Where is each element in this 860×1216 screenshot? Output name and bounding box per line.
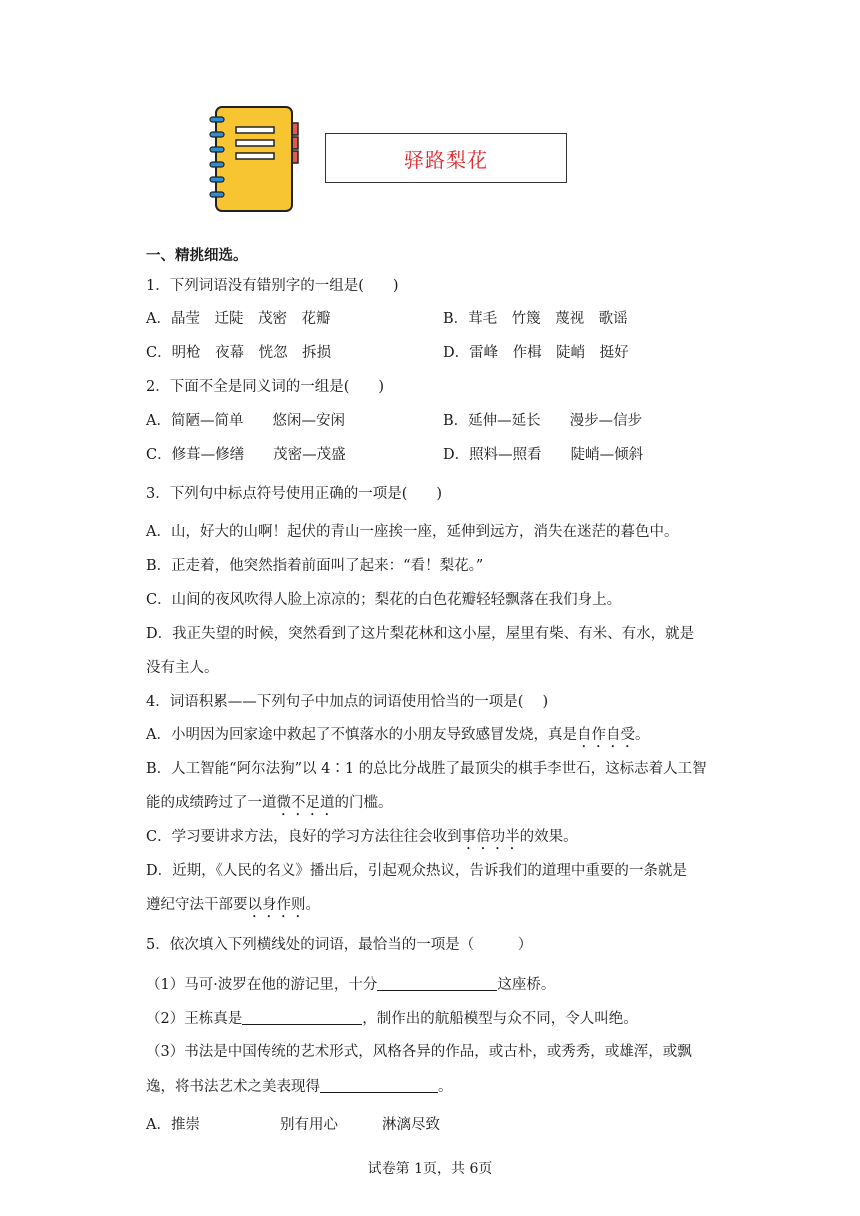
title-box bbox=[325, 133, 567, 183]
q5-stem: 5．依次填入下列横线处的词语，最恰当的一项是（ ） bbox=[146, 937, 533, 953]
q5-s1-text: （1）马可·波罗在他的游记里，十分 bbox=[146, 977, 378, 993]
q5-blank-3[interactable] bbox=[320, 1076, 438, 1093]
q4-b-text: 能的成绩跨过了一道 bbox=[146, 795, 277, 811]
page-footer: 试卷第 1页，共 6页 bbox=[367, 1161, 493, 1177]
q5-sentence-3-cont bbox=[146, 1076, 453, 1097]
q4-a-text: A．小明因为回家途中救起了不慎落水的小朋友导致感冒发烧，真是 bbox=[146, 727, 577, 743]
q5-sentence-3: （3）书法是中国传统的艺术形式，风格各异的作品，或古朴，或秀秀，或雄浑，或飘 bbox=[146, 1044, 692, 1060]
q4-d-dotted-word: 以身作则 bbox=[247, 897, 306, 913]
q3-option-b: B．正走着，他突然指着前面叫了起来：“看！梨花。” bbox=[146, 558, 484, 574]
q4-b-end: 的门槛。 bbox=[334, 795, 393, 811]
q4-option-b: B．人工智能“阿尔法狗”以 4∶1 的总比分战胜了最顶尖的棋手李世石，这标志着人工智 bbox=[146, 761, 707, 777]
q5-option-a bbox=[146, 1115, 440, 1135]
q4-option-b-cont bbox=[146, 793, 393, 819]
q5-sentence-1 bbox=[146, 974, 555, 995]
q3-stem: 3．下列句中标点符号使用正确的一项是( ) bbox=[146, 486, 443, 502]
q2-stem: 2．下面不全是同义词的一组是( ) bbox=[146, 379, 385, 395]
q4-c-end: 的效果。 bbox=[519, 829, 578, 845]
q1-option-a: A．晶莹 迁陡 茂密 花瓣 bbox=[146, 311, 331, 327]
q4-option-a bbox=[146, 725, 649, 751]
q5-s2-end: ，制作出的航船模型与众不同，令人叫绝。 bbox=[362, 1011, 638, 1027]
q1-option-d: D．雷峰 作楫 陡峭 挺好 bbox=[443, 345, 629, 361]
q4-option-c bbox=[146, 827, 578, 853]
q4-option-d-cont bbox=[146, 895, 320, 921]
q4-option-d: D．近期，《人民的名义》播出后，引起观众热议，告诉我们的道理中重要的一条就是 bbox=[146, 863, 687, 879]
q5-s3-text: 逸，将书法艺术之美表现得 bbox=[146, 1079, 320, 1095]
q5-s1-end: 这座桥。 bbox=[497, 977, 556, 993]
q4-d-text: 遵纪守法干部要 bbox=[146, 897, 248, 913]
notebook-icon bbox=[205, 103, 305, 215]
q5-a-word-1: A．推崇 bbox=[146, 1117, 200, 1133]
q4-c-dotted-word: 事倍功半 bbox=[461, 829, 520, 845]
q4-c-text: C．学习要讲求方法，良好的学习方法往往会收到 bbox=[146, 829, 462, 845]
page-title: 驿路梨花 bbox=[404, 147, 488, 172]
q5-s2-text: （2）王栋真是 bbox=[146, 1011, 243, 1027]
q3-option-a: A．山，好大的山啊！起伏的青山一座挨一座，延伸到远方，消失在迷茫的暮色中。 bbox=[146, 524, 679, 540]
section-heading: 一、精挑细选。 bbox=[146, 247, 248, 264]
q5-blank-2[interactable] bbox=[242, 1008, 362, 1025]
q1-option-c: C．明枪 夜幕 恍忽 拆损 bbox=[146, 345, 332, 361]
q4-b-dotted-word: 微不足道 bbox=[276, 795, 335, 811]
q5-blank-1[interactable] bbox=[377, 974, 497, 991]
q3-option-c: C．山间的夜风吹得人脸上凉凉的；梨花的白色花瓣轻轻飘落在我们身上。 bbox=[146, 592, 622, 608]
q1-stem: 1．下列词语没有错别字的一组是( ) bbox=[146, 278, 399, 294]
q5-a-word-2: 别有用心 bbox=[279, 1117, 338, 1133]
q5-s3-end: 。 bbox=[438, 1079, 453, 1095]
q3-option-d: D．我正失望的时候，突然看到了这片梨花林和这小屋，屋里有柴、有米、有水，就是 bbox=[146, 626, 695, 642]
q2-option-c: C．修葺—修缮 茂密—茂盛 bbox=[146, 447, 346, 463]
q4-stem: 4．词语积累——下列句子中加点的词语使用恰当的一项是( ) bbox=[146, 694, 549, 710]
q2-option-a: A．简陋—简单 悠闲—安闲 bbox=[146, 413, 345, 429]
q4-a-dotted-word: 自作自受 bbox=[576, 727, 635, 743]
q5-sentence-2 bbox=[146, 1008, 638, 1029]
q4-a-end: 。 bbox=[634, 727, 650, 743]
q2-option-d: D．照料—照看 陡峭—倾斜 bbox=[443, 447, 644, 463]
q3-option-d-cont: 没有主人。 bbox=[146, 660, 219, 676]
q5-a-word-3: 淋漓尽致 bbox=[381, 1117, 440, 1133]
q1-option-b: B．茸毛 竹篾 蔑视 歌谣 bbox=[443, 311, 628, 327]
q2-option-b: B．延伸—延长 漫步—信步 bbox=[443, 413, 643, 429]
q4-d-end: 。 bbox=[305, 897, 320, 913]
